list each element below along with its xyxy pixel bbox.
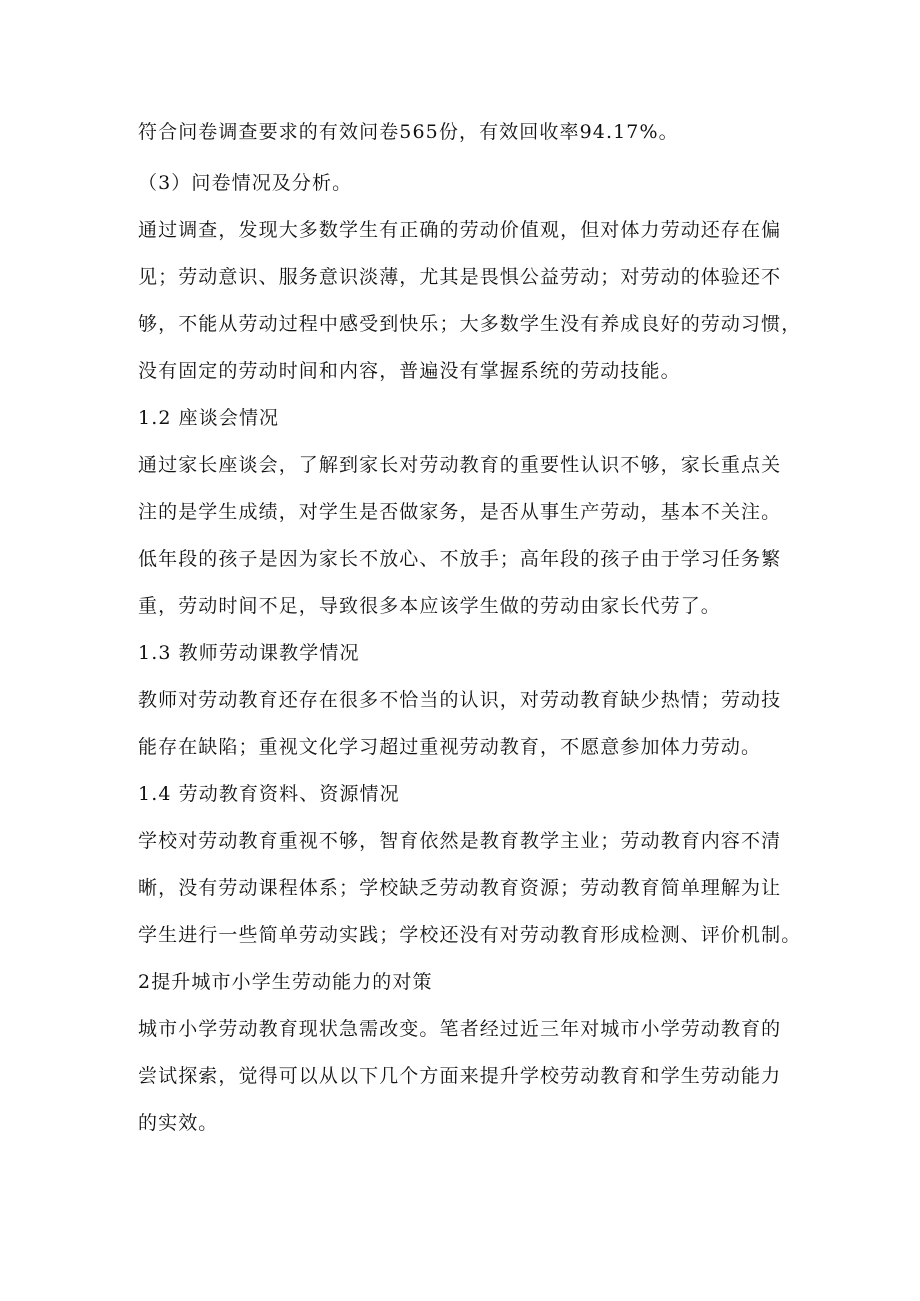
- paragraph-line: 学生进行一些简单劳动实践；学校还没有对劳动教育形成检测、评价机制。: [138, 924, 802, 946]
- section-heading: 1.3 教师劳动课教学情况: [138, 642, 360, 664]
- paragraph-line: 尝试探索，觉得可以从以下几个方面来提升学校劳动教育和学生劳动能力: [138, 1065, 782, 1087]
- paragraph-line: 重，劳动时间不足，导致很多本应该学生做的劳动由家长代劳了。: [138, 595, 721, 617]
- section-heading: 2提升城市小学生劳动能力的对策: [138, 971, 433, 993]
- paragraph-line: 没有固定的劳动时间和内容，普遍没有掌握系统的劳动技能。: [138, 360, 681, 382]
- paragraph-line: 城市小学劳动教育现状急需改变。笔者经过近三年对城市小学劳动教育的: [138, 1018, 782, 1040]
- paragraph-line: 注的是学生成绩，对学生是否做家务，是否从事生产劳动，基本不关注。: [138, 501, 782, 523]
- paragraph-line: 够，不能从劳动过程中感受到快乐；大多数学生没有养成良好的劳动习惯，: [138, 313, 802, 335]
- subsection-heading: （3）问卷情况及分析。: [138, 172, 353, 194]
- section-heading: 1.4 劳动教育资料、资源情况: [138, 783, 400, 805]
- paragraph-line: 晰，没有劳动课程体系；学校缺乏劳动教育资源；劳动教育简单理解为让: [138, 877, 782, 899]
- paragraph-line: 的实效。: [138, 1112, 219, 1134]
- paragraph-line: 学校对劳动教育重视不够，智育依然是教育教学主业；劳动教育内容不清: [138, 830, 782, 852]
- section-heading: 1.2 座谈会情况: [138, 407, 280, 429]
- paragraph-line: 教师对劳动教育还存在很多不恰当的认识，对劳动教育缺少热情；劳动技: [138, 689, 782, 711]
- paragraph-line: 低年段的孩子是因为家长不放心、不放手；高年段的孩子由于学习任务繁: [138, 548, 782, 570]
- paragraph-line: 见；劳动意识、服务意识淡薄，尤其是畏惧公益劳动；对劳动的体验还不: [138, 266, 782, 288]
- paragraph-line: 符合问卷调查要求的有效问卷565份，有效回收率94.17%。: [138, 121, 679, 143]
- paragraph-line: 通过调查，发现大多数学生有正确的劳动价值观，但对体力劳动还存在偏: [138, 219, 782, 241]
- paragraph-line: 通过家长座谈会，了解到家长对劳动教育的重要性认识不够，家长重点关: [138, 454, 782, 476]
- paragraph-line: 能存在缺陷；重视文化学习超过重视劳动教育，不愿意参加体力劳动。: [138, 736, 762, 758]
